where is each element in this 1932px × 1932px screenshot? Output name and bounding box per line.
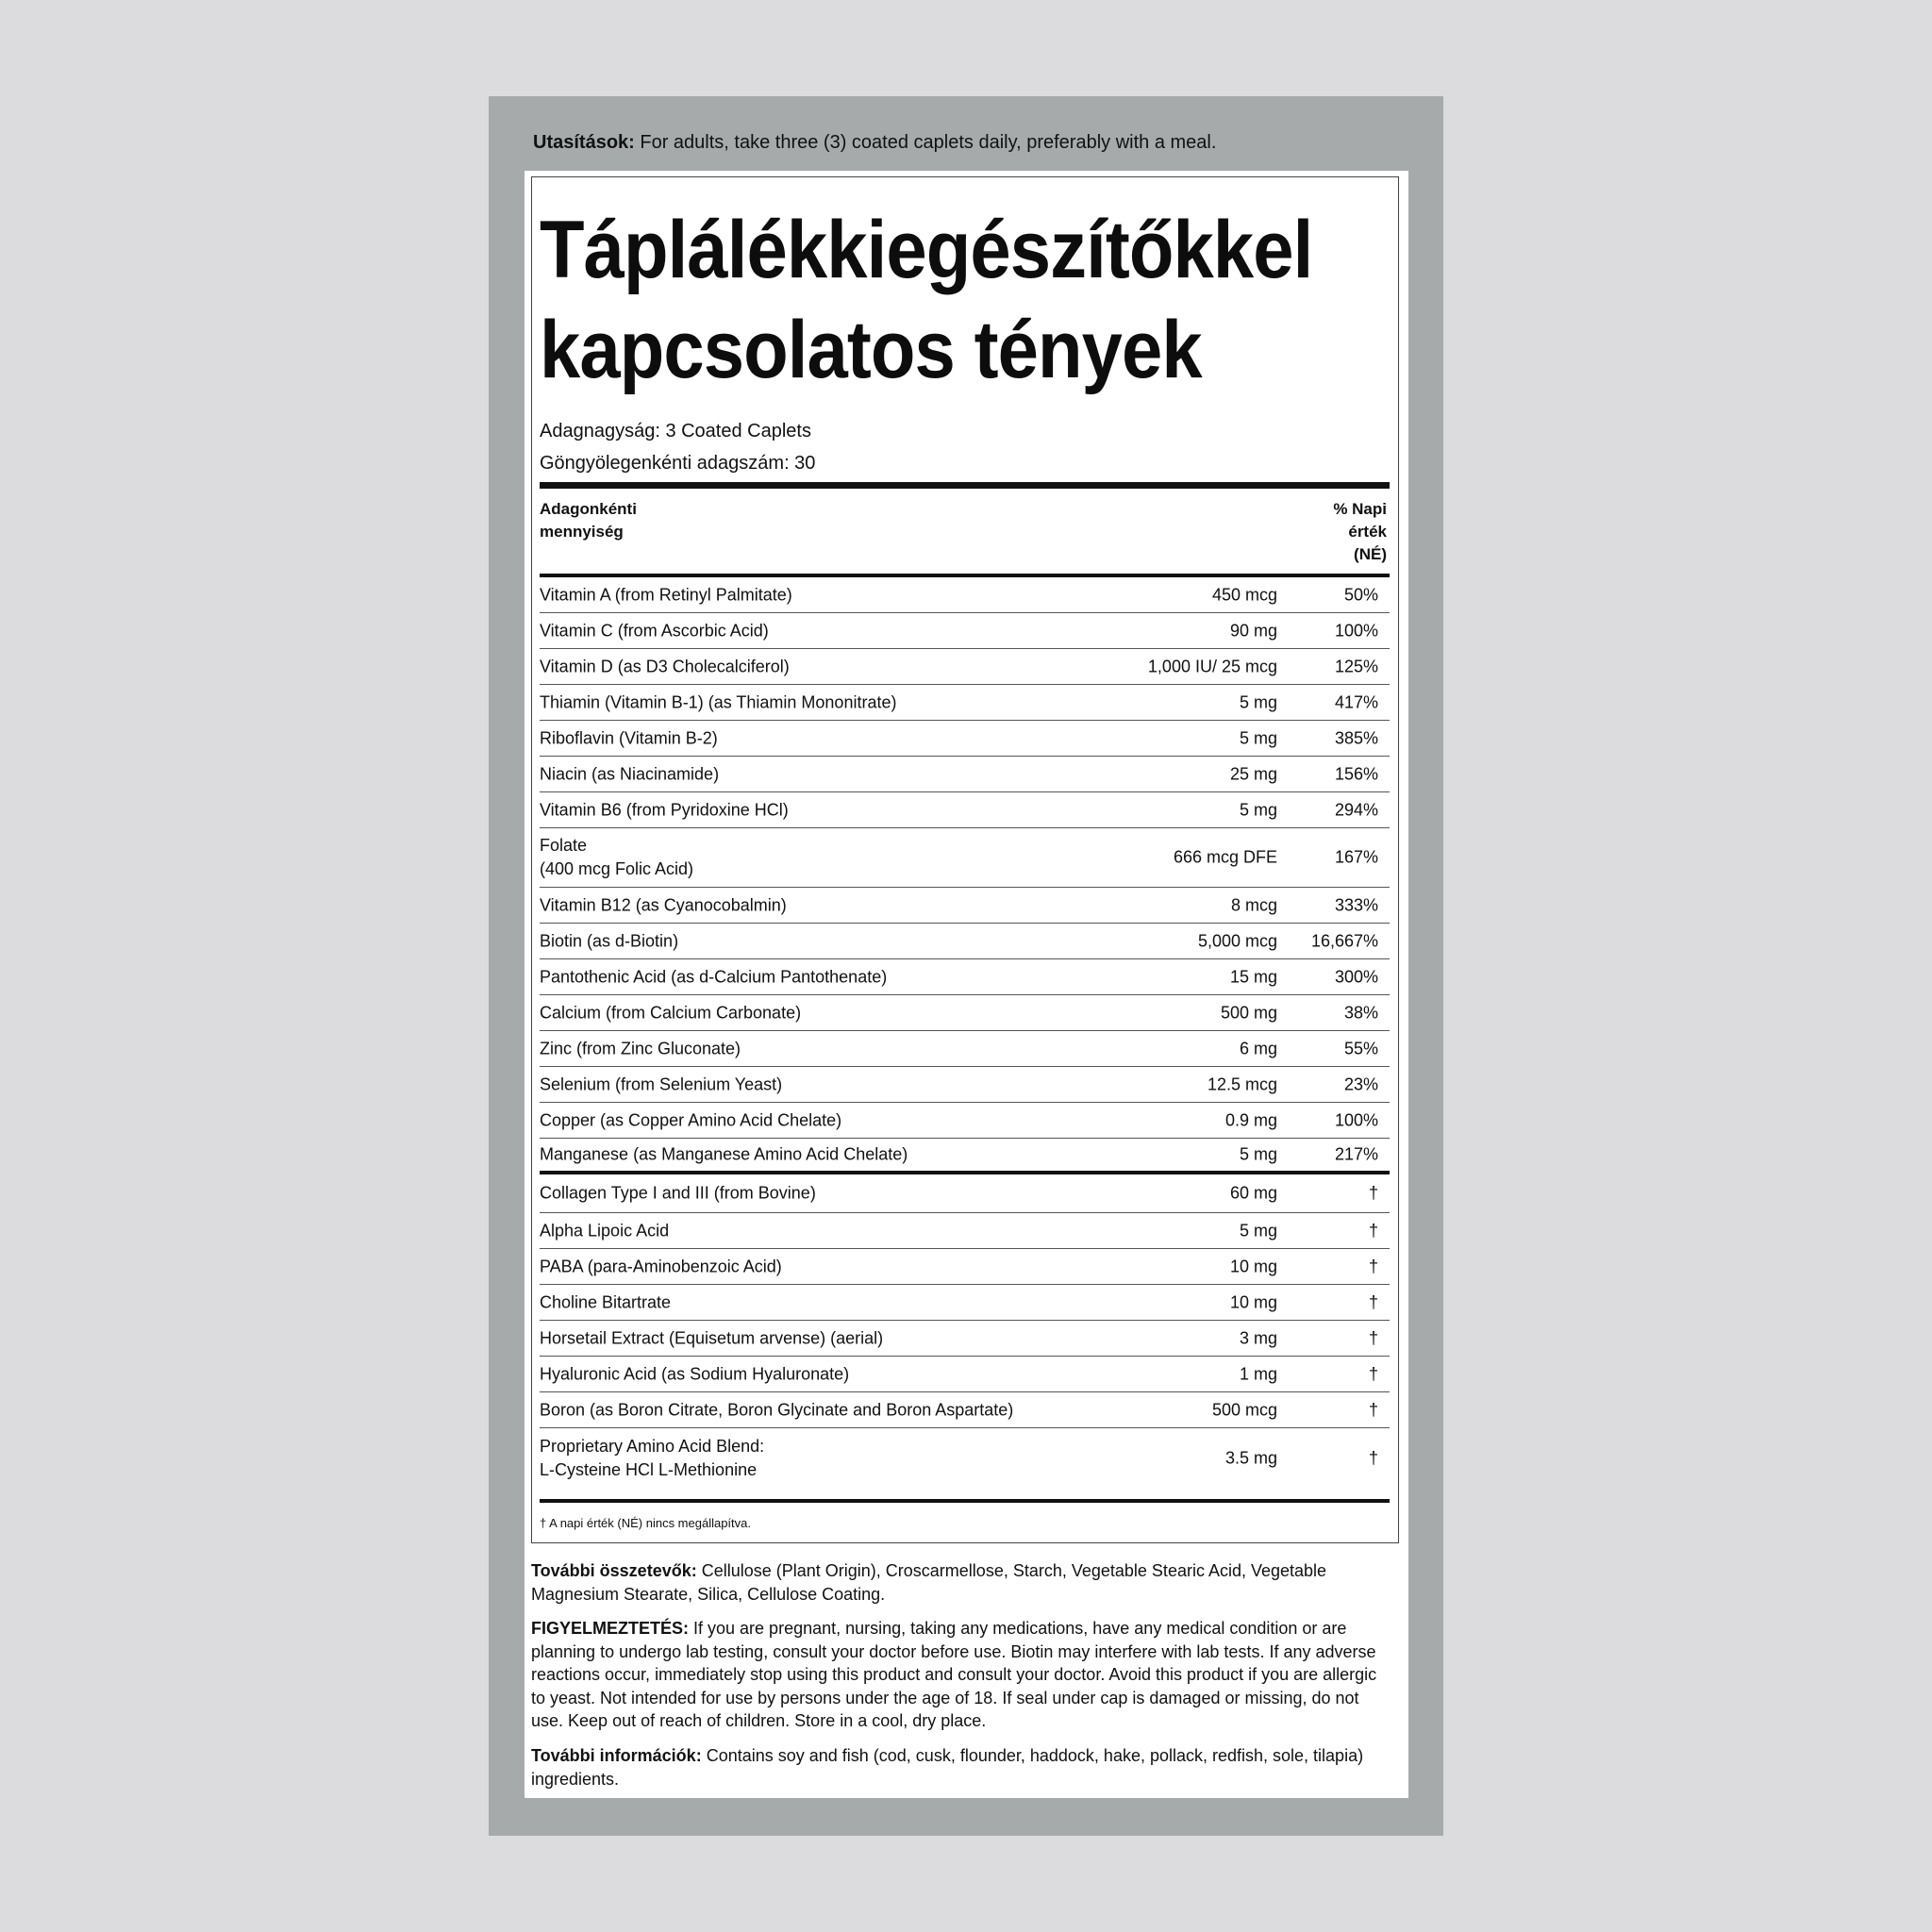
nutrient-name-line1: Riboflavin (Vitamin B-2) [540,728,718,747]
nutrient-name-line1: Choline Bitartrate [540,1292,672,1311]
header-right-line2: érték [1348,523,1387,541]
nutrient-name-line1: Folate [540,836,588,855]
nutrient-name [540,1001,801,1024]
nutrient-name [540,1219,669,1242]
facts-title-line1: Táplálékkiegészítőkkel [540,205,1313,295]
nutrient-amount: 0.9 mg [1224,1110,1277,1129]
nutrient-daily-value: 385% [1334,728,1378,747]
nutrient-name-line1: Copper (as Copper Amino Acid Chelate) [540,1110,842,1129]
nutrient-amount: 12.5 mcg [1207,1074,1277,1093]
nutrient-row [540,1285,1390,1321]
nutrient-daily-value: 100% [1334,1110,1378,1129]
nutrient-row [540,995,1390,1031]
nutrient-name-line1: Biotin (as d-Biotin) [540,931,679,950]
nutrient-row [540,792,1390,828]
nutrient-name [540,1326,883,1350]
nutrient-name [540,619,769,642]
directions-text [533,128,1429,157]
nutrient-row [540,685,1390,721]
nutrient-daily-value: 333% [1334,895,1378,914]
nutrient-name [540,893,787,917]
nutrient-name-line1: Alpha Lipoic Acid [540,1221,670,1240]
nutrient-name [540,762,719,786]
nutrient-row [540,1174,1390,1213]
nutrient-amount: 6 mg [1239,1039,1277,1058]
nutrient-name [540,691,896,714]
nutrient-amount: 15 mg [1229,967,1277,986]
additional-info-text: Contains soy and fish (cod, cusk, flounder, haddock, hake, pollack, redfish, sole, tilapia) ingredients. [531,1746,1364,1789]
nutrient-row [540,828,1390,888]
nutrient-amount: 10 mg [1229,1292,1277,1311]
nutrient-name-line1: Vitamin A (from Retinyl Palmitate) [540,585,792,604]
nutrient-row [540,1103,1390,1139]
nutrient-name [540,1037,741,1060]
nutrient-amount: 25 mg [1229,764,1277,783]
nutrient-daily-value: 167% [1334,847,1378,867]
footnote: † A napi érték (NÉ) nincs megállapítva. [540,1516,752,1530]
nutrient-row [540,1067,1390,1103]
nutrient-amount: 5 mg [1239,800,1277,819]
nutrient-daily-value: 125% [1334,657,1378,675]
nutrient-row [540,1392,1390,1428]
directions-label: Utasítások: [533,132,635,153]
nutrient-row [540,1249,1390,1285]
nutrient-row [540,1213,1390,1249]
directions-body: For adults, take three (3) coated caplets daily, preferably with a meal. [634,132,1217,153]
nutrient-row [540,613,1390,649]
nutrient-name [540,965,887,989]
facts-title-line2: kapcsolatos tények [540,305,1202,395]
thick-divider-bottom [540,1499,1390,1503]
other-ingredients-text: Cellulose (Plant Origin), Croscarmellose, Starch, Vegetable Stearic Acid, Vegetable Magnesium Stearate, Silica, Cellulose Coating. [531,1561,1327,1604]
nutrient-row [540,959,1390,995]
header-right-line1: % Napi [1333,500,1387,518]
nutrient-amount: 60 mg [1229,1183,1277,1203]
nutrient-name-line2: L-Cysteine HCl L-Methionine [540,1459,758,1479]
nutrient-name [540,1108,841,1132]
nutrient-amount: 1,000 IU/ 25 mcg [1147,657,1277,675]
nutrient-row [540,1321,1390,1357]
serving-size: Adagnagyság: 3 Coated Caplets [540,421,811,441]
nutrient-row [540,888,1390,924]
nutrient-daily-value: 55% [1343,1039,1378,1058]
nutrient-name-line2: (400 mcg Folic Acid) [540,859,694,878]
warning-label: FIGYELMEZTETÉS: [531,1619,690,1638]
header-right-line3: (NÉ) [1354,545,1387,563]
nutrient-daily-value: 217% [1334,1144,1378,1164]
nutrient-name-line1: Collagen Type I and III (from Bovine) [540,1183,816,1203]
warning-text: If you are pregnant, nursing, taking any medications, have any medical condition or are planning to undergo lab testing, consult your doctor before use. Biotin may interfere with lab tests. If any adverse reactions occur, immediately stop using this product and consult your doctor. Avoid this product if you are allergic to yeast. Not intended for use by persons under the age of 18. If seal under cap is damaged or missing, do not use. Keep out of reach of children. Store in a cool, dry place. [531,1619,1377,1730]
nutrient-name [540,1291,671,1314]
serving-info [540,415,815,479]
nutrient-daily-value: † [1368,1183,1378,1203]
nutrient-daily-value: † [1368,1221,1378,1240]
nutrient-name-line1: Thiamin (Vitamin B-1) (as Thiamin Mononitrate) [540,692,897,711]
nutrient-row [540,1357,1390,1392]
nutrient-row [540,1428,1390,1488]
nutrient-amount: 500 mcg [1211,1400,1277,1419]
nutrient-daily-value: † [1368,1328,1378,1347]
nutrient-name-line1: Boron (as Boron Citrate, Boron Glycinate and Boron Aspartate) [540,1400,1014,1419]
amount-per-serving-header [540,498,637,543]
thick-divider-top [540,482,1390,489]
nutrient-amount: 10 mg [1229,1257,1277,1275]
nutrient-daily-value: 156% [1334,764,1378,783]
nutrient-daily-value: 100% [1334,621,1378,640]
nutrient-name [540,726,718,750]
nutrient-row [540,924,1390,959]
nutrient-name-line1: Zinc (from Zinc Gluconate) [540,1039,741,1058]
nutrient-daily-value: † [1368,1292,1378,1311]
nutrient-amount: 5,000 mcg [1197,931,1277,950]
nutrient-daily-value: † [1368,1400,1378,1419]
nutrient-amount: 3.5 mg [1224,1448,1277,1467]
nutrient-row [540,721,1390,757]
nutrient-amount: 5 mg [1239,1221,1277,1240]
facts-title [540,200,1334,400]
nutrient-name-line1: Vitamin D (as D3 Cholecalciferol) [540,657,790,675]
nutrient-row [540,1031,1390,1067]
warning [531,1617,1380,1733]
nutrient-daily-value: 50% [1343,585,1378,604]
nutrient-amount: 450 mcg [1211,585,1277,604]
nutrient-name [540,929,678,953]
nutrient-daily-value: † [1368,1257,1378,1275]
nutrient-daily-value: 300% [1334,967,1378,986]
nutrient-name-line1: Proprietary Amino Acid Blend: [540,1436,765,1456]
nutrient-name-line1: Vitamin C (from Ascorbic Acid) [540,621,769,640]
nutrient-name [540,1255,782,1278]
nutrient-daily-value: † [1368,1364,1378,1383]
nutrient-name [540,798,789,822]
nutrient-amount: 500 mg [1220,1003,1277,1022]
additional-info-label: További információk: [531,1746,702,1765]
nutrient-amount: 1 mg [1239,1364,1277,1383]
nutrient-amount: 5 mg [1239,728,1277,747]
nutrient-daily-value: 38% [1343,1003,1378,1022]
nutrient-name-line1: Pantothenic Acid (as d-Calcium Pantothenate) [540,967,888,986]
header-left-line1: Adagonkénti [540,500,637,518]
nutrient-amount: 666 mcg DFE [1173,847,1277,867]
nutrient-amount: 5 mg [1239,692,1277,711]
nutrient-daily-value: 417% [1334,692,1378,711]
nutrient-name-line1: Horsetail Extract (Equisetum arvense) (aerial) [540,1328,884,1347]
other-ingredients [531,1559,1380,1606]
nutrient-name-line1: Calcium (from Calcium Carbonate) [540,1003,802,1022]
nutrient-name [540,655,790,678]
nutrient-name-line1: Niacin (as Niacinamide) [540,764,720,783]
supplement-facts-panel [531,176,1399,1543]
nutrient-daily-value: 294% [1334,800,1378,819]
nutrient-daily-value: 23% [1343,1074,1378,1093]
additional-info [531,1744,1380,1790]
other-ingredients-label: További összetevők: [531,1561,697,1580]
nutrient-name [540,1435,764,1482]
nutrient-name [540,1398,1013,1422]
nutrient-daily-value: † [1368,1448,1378,1467]
nutrient-table [540,577,1390,1488]
nutrient-name [540,1143,908,1167]
nutrient-name-line1: Vitamin B12 (as Cyanocobalmin) [540,895,787,914]
nutrient-name-line1: Hyaluronic Acid (as Sodium Hyaluronate) [540,1364,850,1383]
nutrient-name [540,1182,816,1206]
nutrient-row [540,1139,1390,1174]
servings-per-container: Göngyölegenkénti adagszám: 30 [540,453,816,474]
nutrient-name-line1: PABA (para-Aminobenzoic Acid) [540,1257,782,1275]
nutrient-name [540,1073,782,1096]
nutrient-name-line1: Selenium (from Selenium Yeast) [540,1074,783,1093]
nutrient-name-line1: Manganese (as Manganese Amino Acid Chelate) [540,1144,908,1164]
nutrient-name-line1: Vitamin B6 (from Pyridoxine HCl) [540,800,789,819]
nutrient-amount: 8 mcg [1230,895,1277,914]
nutrient-amount: 90 mg [1229,621,1277,640]
nutrient-name [540,834,693,881]
nutrient-name [540,583,792,607]
nutrient-amount: 3 mg [1239,1328,1277,1347]
nutrient-amount: 5 mg [1239,1144,1277,1164]
daily-value-header [1333,498,1387,566]
nutrient-row [540,649,1390,685]
header-left-line2: mennyiség [540,523,624,541]
nutrient-daily-value: 16,667% [1310,931,1378,950]
nutrient-name [540,1362,849,1386]
nutrient-row [540,577,1390,613]
nutrient-row [540,757,1390,792]
